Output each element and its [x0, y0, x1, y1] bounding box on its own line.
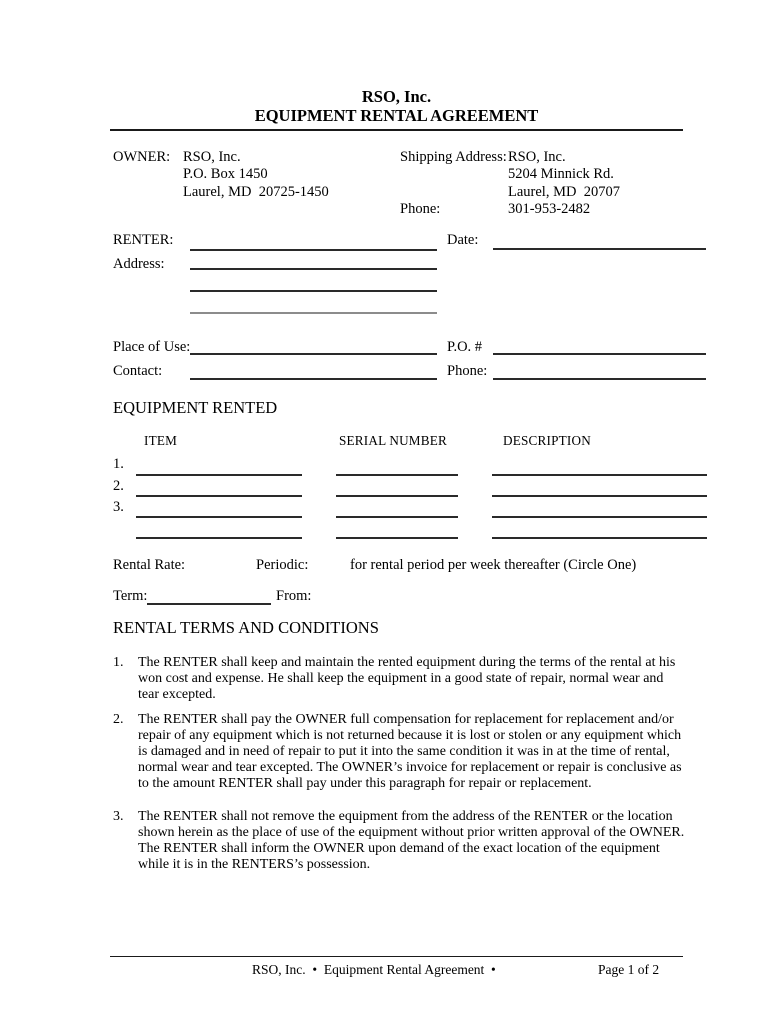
description-input-line[interactable]: [492, 516, 707, 518]
footer-rule: [110, 956, 683, 957]
terms-heading: RENTAL TERMS AND CONDITIONS: [113, 618, 379, 637]
item-input-line[interactable]: [136, 537, 302, 539]
description-input-line[interactable]: [492, 537, 707, 539]
shipping-name: RSO, Inc.: [508, 149, 566, 165]
shipping-address-label: Shipping Address:: [400, 149, 507, 165]
term-input-line[interactable]: [147, 603, 271, 605]
column-header-item: ITEM: [144, 433, 178, 448]
address-input-line-3[interactable]: [190, 312, 437, 314]
from-label: From:: [276, 588, 312, 604]
equipment-row-number: 1.: [113, 456, 124, 472]
owner-city-line: Laurel, MD 20725-1450: [183, 184, 329, 200]
owner-phone-value: 301-953-2482: [508, 201, 591, 217]
equipment-row-number: 3.: [113, 499, 124, 515]
footer-document-title: RSO, Inc. • Equipment Rental Agreement •: [252, 962, 496, 977]
date-input-line[interactable]: [493, 248, 706, 250]
periodic-label: Periodic:: [256, 557, 309, 573]
terms-item-text: The RENTER shall not remove the equipment from the address of the RENTER or the location shown herein as the place of use of the equipment without prior written approval of the OWNER. The RENTER shall inform the OWNER upon demand of the exact location of the equipment while it is in the RENTERS’s possession.: [138, 809, 685, 872]
serial-input-line[interactable]: [336, 495, 458, 497]
contact-label: Contact:: [113, 363, 163, 379]
serial-input-line[interactable]: [336, 516, 458, 518]
term-label: Term:: [113, 588, 148, 604]
item-input-line[interactable]: [136, 474, 302, 476]
owner-label: OWNER:: [113, 149, 171, 165]
terms-item-text: The RENTER shall pay the OWNER full compensation for replacement for replacement and/or repair of any equipment which is not returned because it is lost or stolen or any equipment which is damaged and in need of repair to put it into the same condition it was in at the time of rental, normal wear and tear excepted. The OWNER’s invoice for replacement or repair is conclusive as to the amount RENTER shall pay under this paragraph for repair or replacement.: [138, 712, 682, 791]
description-input-line[interactable]: [492, 474, 707, 476]
item-input-line[interactable]: [136, 495, 302, 497]
terms-item-text: The RENTER shall keep and maintain the rented equipment during the terms of the rental at his won cost and expense. He shall keep the equipment in a good state of repair, normal wear and tear excepted.: [138, 655, 676, 702]
owner-phone-label: Phone:: [400, 201, 441, 217]
rental-rate-label: Rental Rate:: [113, 557, 186, 573]
date-label: Date:: [447, 232, 479, 248]
equipment-rented-heading: EQUIPMENT RENTED: [113, 398, 278, 417]
owner-address-line: P.O. Box 1450: [183, 166, 268, 182]
column-header-description: DESCRIPTION: [503, 433, 591, 448]
renter-label: RENTER:: [113, 232, 174, 248]
header-rule: [110, 129, 683, 131]
page-title: EQUIPMENT RENTAL AGREEMENT: [254, 106, 539, 125]
place-of-use-label: Place of Use:: [113, 339, 191, 355]
terms-item-2: [113, 712, 686, 792]
terms-item-3: [113, 809, 686, 873]
shipping-city-line: Laurel, MD 20707: [508, 184, 620, 200]
serial-input-line[interactable]: [336, 537, 458, 539]
terms-item-number: 1.: [113, 655, 124, 670]
periodic-note: for rental period per week thereafter (Circle One): [350, 557, 637, 573]
item-input-line[interactable]: [136, 516, 302, 518]
contact-input-line[interactable]: [190, 378, 437, 380]
equipment-row-number: 2.: [113, 478, 124, 494]
place-of-use-input-line[interactable]: [190, 353, 437, 355]
terms-item-number: 3.: [113, 809, 124, 824]
shipping-address-line: 5204 Minnick Rd.: [508, 166, 614, 182]
owner-name: RSO, Inc.: [183, 149, 241, 165]
footer-page-number: Page 1 of 2: [598, 962, 660, 977]
renter-input-line[interactable]: [190, 249, 437, 251]
terms-item-number: 2.: [113, 712, 124, 727]
serial-input-line[interactable]: [336, 474, 458, 476]
company-title: RSO, Inc.: [361, 87, 432, 106]
po-number-label: P.O. #: [447, 339, 483, 355]
renter-phone-label: Phone:: [447, 363, 488, 379]
renter-phone-input-line[interactable]: [493, 378, 706, 380]
terms-item-1: [113, 655, 686, 703]
address-input-line-1[interactable]: [190, 268, 437, 270]
address-label: Address:: [113, 256, 165, 272]
address-input-line-2[interactable]: [190, 290, 437, 292]
column-header-serial-number: SERIAL NUMBER: [339, 433, 447, 448]
description-input-line[interactable]: [492, 495, 707, 497]
po-number-input-line[interactable]: [493, 353, 706, 355]
